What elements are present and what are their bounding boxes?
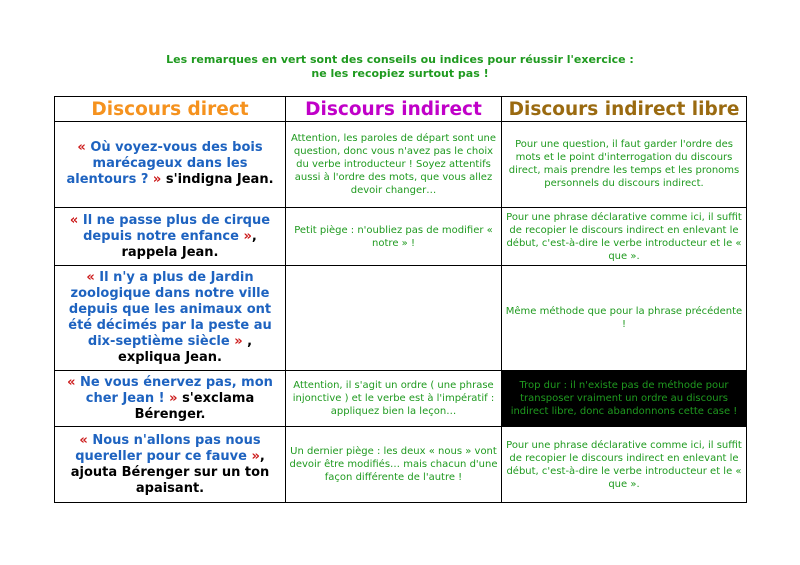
indirect-tip-cell: Attention, il s'agit un ordre ( une phrase injonctive ) et le verbe est à l'impératif : appliquez bien la leçon…: [286, 370, 502, 426]
quoted-speech: Ne vous énervez pas, mon cher Jean !: [80, 374, 273, 406]
libre-tip-cell: Pour une question, il faut garder l'ordre des mots et le point d'interrogation du discours direct, mais prendre les temps et les pronoms personnels du discours indirect.: [502, 122, 747, 208]
instructions-line-1: Les remarques en vert sont des conseils ou indices pour réussir l'exercice :: [166, 53, 634, 66]
direct-speech-cell: « Nous n'allons pas nous quereller pour ce fauve », ajouta Bérenger sur un ton apaisant.: [55, 427, 286, 503]
column-header-libre: Discours indirect libre: [502, 97, 747, 122]
speech-tag: s'indigna Jean.: [161, 172, 274, 188]
indirect-tip-cell: Un dernier piège : les deux « nous » vont devoir être modifiés… mais chacun d'une façon différente de l'autre !: [286, 427, 502, 503]
direct-speech-cell: « Il ne passe plus de cirque depuis notre enfance », rappela Jean.: [55, 207, 286, 265]
indirect-tip-cell: [286, 266, 502, 371]
libre-tip-cell-dark: Trop dur : il n'existe pas de méthode pour transposer vraiment un ordre au discours indirect libre, donc abandonnons cette case !: [502, 370, 747, 426]
table-header-row: [55, 97, 747, 122]
direct-speech-cell: « Où voyez-vous des bois marécageux dans les alentours ? » s'indigna Jean.: [55, 122, 286, 208]
libre-tip-cell: Pour une phrase déclarative comme ici, il suffit de recopier le discours indirect en enlevant le début, c'est-à-dire le verbe introducteur et le « que ».: [502, 207, 747, 265]
indirect-tip-cell: Attention, les paroles de départ sont une question, donc vous n'avez pas le choix du verbe introducteur ! Soyez attentifs aussi à l'ordre des mots, que vous allez devoir changer…: [286, 122, 502, 208]
column-header-direct: Discours direct: [55, 97, 286, 122]
table-row: [55, 266, 747, 371]
quoted-speech: Il n'y a plus de Jardin zoologique dans notre ville depuis que les animaux ont été décimés par la peste au dix-septième siècle: [68, 270, 272, 350]
table-row: [55, 370, 747, 426]
instructions-line-2: ne les recopiez surtout pas !: [311, 67, 489, 80]
table-row: [55, 427, 747, 503]
column-header-indirect: Discours indirect: [286, 97, 502, 122]
speech-tag: , rappela Jean.: [121, 228, 257, 260]
speech-tag: , expliqua Jean.: [118, 334, 253, 366]
instructions-header: [0, 53, 800, 81]
speech-tag: s'exclama Bérenger.: [134, 390, 255, 422]
libre-tip-cell: Même méthode que pour la phrase précédente !: [502, 266, 747, 371]
direct-speech-cell: « Il n'y a plus de Jardin zoologique dans notre ville depuis que les animaux ont été décimés par la peste au dix-septième siècle » , expliqua Jean.: [55, 266, 286, 371]
quoted-speech: Il ne passe plus de cirque depuis notre enfance: [82, 212, 271, 244]
quoted-speech: Où voyez-vous des bois marécageux dans les alentours ?: [66, 140, 263, 188]
direct-speech-cell: « Ne vous énervez pas, mon cher Jean ! » s'exclama Bérenger.: [55, 370, 286, 426]
quoted-speech: Nous n'allons pas nous quereller pour ce fauve: [75, 432, 261, 464]
speech-tag: , ajouta Bérenger sur un ton apaisant.: [70, 448, 270, 496]
indirect-tip-cell: Petit piège : n'oubliez pas de modifier « notre » !: [286, 207, 502, 265]
libre-tip-cell: Pour une phrase déclarative comme ici, il suffit de recopier le discours indirect en enlevant le début, c'est-à-dire le verbe introducteur et le « que ».: [502, 427, 747, 503]
table-row: [55, 207, 747, 265]
exercise-table: [54, 96, 747, 503]
table-row: [55, 122, 747, 208]
